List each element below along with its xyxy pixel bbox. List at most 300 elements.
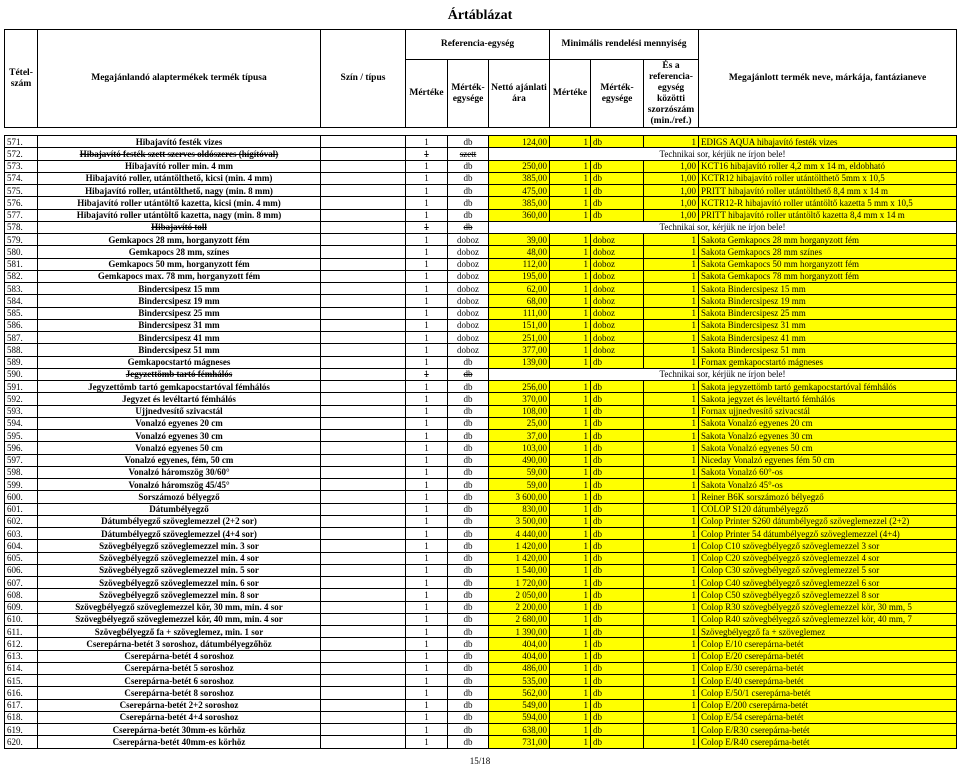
cell-min-qty: 1 — [550, 405, 591, 417]
cell-net-price: 103,00 — [489, 442, 550, 454]
cell-offered-product: Colop E/20 cserepárna-betét — [699, 650, 957, 662]
cell-unit-of: db — [448, 442, 489, 454]
cell-item-no: 572. — [5, 148, 38, 160]
cell-offered-product: COLOP S120 dátumbélyegző — [699, 503, 957, 515]
cell-unit-of: db — [448, 736, 489, 748]
cell-ratio: 1 — [644, 662, 699, 674]
table-row — [5, 136, 957, 148]
cell-unit: 1 — [406, 736, 448, 748]
cell-min-unit: db — [591, 515, 644, 527]
cell-product-name: Jegyzet és levéltartó fémhálós — [38, 393, 321, 405]
table-row — [5, 246, 957, 258]
cell-unit: 1 — [406, 638, 448, 650]
cell-offered-product: Sakota Bindercsipesz 41 mm — [699, 332, 957, 344]
cell-color-type — [321, 466, 406, 478]
cell-color-type — [321, 246, 406, 258]
cell-product-name: Szövegbélyegző szöveglemezzel min. 6 sor — [38, 577, 321, 589]
cell-offered-product: Reiner B6K sorszámozó bélyegző — [699, 491, 957, 503]
cell-min-qty: 1 — [550, 430, 591, 442]
cell-offered-product: Colop E/200 cserepárna-betét — [699, 699, 957, 711]
cell-net-price: 549,00 — [489, 699, 550, 711]
cell-min-unit: db — [591, 687, 644, 699]
cell-item-no: 579. — [5, 234, 38, 246]
cell-unit-of: doboz — [448, 270, 489, 282]
cell-product-name: Cserepárna-betét 4 soroshoz — [38, 650, 321, 662]
cell-color-type — [321, 662, 406, 674]
cell-ratio: 1 — [644, 442, 699, 454]
cell-ratio: 1 — [644, 638, 699, 650]
cell-net-price: 3 500,00 — [489, 515, 550, 527]
cell-product-name: Sorszámozó bélyegző — [38, 491, 321, 503]
cell-unit: 1 — [406, 319, 448, 331]
cell-ratio: 1 — [644, 699, 699, 711]
cell-unit: 1 — [406, 601, 448, 613]
cell-item-no: 594. — [5, 417, 38, 429]
cell-offered-product: Colop Printer S260 dátumbélyegző szöveglemezzel (2+2) — [699, 515, 957, 527]
cell-net-price: 251,00 — [489, 332, 550, 344]
cell-color-type — [321, 307, 406, 319]
table-row — [5, 650, 957, 662]
table-row — [5, 699, 957, 711]
cell-unit: 1 — [406, 209, 448, 221]
cell-color-type — [321, 270, 406, 282]
cell-offered-product: KCTR12-R hibajavító roller utántöltő kazetta 5 mm x 10,5 — [699, 197, 957, 209]
cell-min-qty: 1 — [550, 638, 591, 650]
table-row — [5, 283, 957, 295]
cell-ratio: 1 — [644, 479, 699, 491]
cell-unit: 1 — [406, 368, 448, 380]
cell-unit: 1 — [406, 197, 448, 209]
cell-min-unit: db — [591, 160, 644, 172]
cell-item-no: 581. — [5, 258, 38, 270]
cell-unit-of: db — [448, 209, 489, 221]
cell-ratio: 1 — [644, 736, 699, 748]
cell-net-price: 562,00 — [489, 687, 550, 699]
cell-item-no: 612. — [5, 638, 38, 650]
cell-unit-of: db — [448, 466, 489, 478]
cell-item-no: 571. — [5, 136, 38, 148]
cell-unit: 1 — [406, 491, 448, 503]
cell-min-unit: db — [591, 601, 644, 613]
cell-min-unit: doboz — [591, 344, 644, 356]
cell-unit-of: db — [448, 662, 489, 674]
cell-unit-of: db — [448, 724, 489, 736]
cell-product-name: Bindercsipesz 31 mm — [38, 319, 321, 331]
cell-unit-of: db — [448, 136, 489, 148]
cell-offered-product: PRITT hibajavító roller utántölthető 8,4 mm x 14 m — [699, 185, 957, 197]
cell-unit: 1 — [406, 564, 448, 576]
cell-net-price: 1 420,00 — [489, 540, 550, 552]
cell-min-unit: doboz — [591, 307, 644, 319]
cell-unit: 1 — [406, 454, 448, 466]
cell-offered-product: Colop C10 szövegbélyegző szöveglemezzel 3 sor — [699, 540, 957, 552]
cell-product-name: Szövegbélyegző szöveglemezzel min. 5 sor — [38, 564, 321, 576]
cell-net-price: 731,00 — [489, 736, 550, 748]
cell-offered-product: Colop E/R30 cserepárna-betét — [699, 724, 957, 736]
cell-min-unit: db — [591, 577, 644, 589]
cell-product-name: Cserepárna-betét 2+2 soroshoz — [38, 699, 321, 711]
cell-color-type — [321, 332, 406, 344]
cell-item-no: 614. — [5, 662, 38, 674]
cell-item-no: 608. — [5, 589, 38, 601]
table-row — [5, 172, 957, 184]
table-row — [5, 332, 957, 344]
table-row — [5, 368, 957, 380]
cell-min-unit: doboz — [591, 332, 644, 344]
header-net-price: Nettó ajánlati ára — [489, 60, 550, 128]
cell-item-no: 575. — [5, 185, 38, 197]
cell-ratio: 1,00 — [644, 197, 699, 209]
table-row — [5, 270, 957, 282]
cell-min-unit: db — [591, 650, 644, 662]
cell-unit: 1 — [406, 185, 448, 197]
cell-min-qty: 1 — [550, 160, 591, 172]
cell-min-unit: doboz — [591, 283, 644, 295]
cell-min-qty: 1 — [550, 736, 591, 748]
cell-unit-of: db — [448, 381, 489, 393]
cell-product-name: Cserepárna-betét 8 soroshoz — [38, 687, 321, 699]
cell-ratio: 1 — [644, 711, 699, 723]
cell-color-type — [321, 258, 406, 270]
table-row — [5, 148, 957, 160]
cell-ratio: 1 — [644, 393, 699, 405]
cell-min-qty: 1 — [550, 711, 591, 723]
cell-min-unit: db — [591, 724, 644, 736]
cell-min-qty: 1 — [550, 466, 591, 478]
cell-offered-product: Colop R30 szövegbélyegző szöveglemezzel kör, 30 mm, 5 — [699, 601, 957, 613]
cell-product-name: Szövegbélyegző szöveglemezzel min. 8 sor — [38, 589, 321, 601]
cell-min-unit: db — [591, 613, 644, 625]
cell-min-unit: doboz — [591, 258, 644, 270]
cell-min-unit: db — [591, 466, 644, 478]
cell-ratio: 1 — [644, 344, 699, 356]
cell-offered-product: Colop E/54 cserepárna-betét — [699, 711, 957, 723]
cell-offered-product: Sakota jegyzet és levéltartó fémhálós — [699, 393, 957, 405]
cell-product-name: Gemkapocs max. 78 mm, horganyzott fém — [38, 270, 321, 282]
cell-min-qty: 1 — [550, 601, 591, 613]
cell-item-no: 606. — [5, 564, 38, 576]
cell-product-name: Vonalzó egyenes 50 cm — [38, 442, 321, 454]
cell-min-qty: 1 — [550, 675, 591, 687]
cell-unit-of: db — [448, 430, 489, 442]
cell-color-type — [321, 393, 406, 405]
header-offered-product: Megajánlott termék neve, márkája, fantázianeve — [699, 30, 957, 128]
cell-item-no: 592. — [5, 393, 38, 405]
cell-min-qty: 1 — [550, 246, 591, 258]
cell-net-price: 594,00 — [489, 711, 550, 723]
cell-ratio: 1 — [644, 454, 699, 466]
table-row — [5, 613, 957, 625]
cell-net-price: 124,00 — [489, 136, 550, 148]
cell-unit-of: db — [448, 638, 489, 650]
cell-net-price: 151,00 — [489, 319, 550, 331]
cell-color-type — [321, 491, 406, 503]
cell-color-type — [321, 564, 406, 576]
cell-unit: 1 — [406, 430, 448, 442]
cell-unit-of: db — [448, 503, 489, 515]
cell-unit-of: doboz — [448, 295, 489, 307]
cell-color-type — [321, 368, 406, 380]
cell-item-no: 588. — [5, 344, 38, 356]
cell-item-no: 609. — [5, 601, 38, 613]
cell-product-name: Dátumbélyegző szöveglemezzel (2+2 sor) — [38, 515, 321, 527]
cell-min-qty: 1 — [550, 283, 591, 295]
cell-min-qty: 1 — [550, 136, 591, 148]
cell-min-unit: db — [591, 381, 644, 393]
cell-item-no: 610. — [5, 613, 38, 625]
table-row — [5, 417, 957, 429]
cell-product-name: Bindercsipesz 15 mm — [38, 283, 321, 295]
cell-min-qty: 1 — [550, 454, 591, 466]
cell-unit-of: db — [448, 577, 489, 589]
cell-product-name: Cserepárna-betét 3 soroshoz, dátumbélyegzőhöz — [38, 638, 321, 650]
cell-min-qty: 1 — [550, 393, 591, 405]
table-row — [5, 503, 957, 515]
cell-color-type — [321, 417, 406, 429]
cell-item-no: 602. — [5, 515, 38, 527]
cell-item-no: 583. — [5, 283, 38, 295]
table-row — [5, 626, 957, 638]
cell-color-type — [321, 160, 406, 172]
cell-min-unit: db — [591, 393, 644, 405]
cell-offered-product: Colop Printer 54 dátumbélyegző szöveglemezzel (4+4) — [699, 528, 957, 540]
cell-unit: 1 — [406, 589, 448, 601]
cell-unit: 1 — [406, 466, 448, 478]
cell-unit: 1 — [406, 270, 448, 282]
cell-offered-product: Sakota Vonalzó 45°-os — [699, 479, 957, 491]
cell-offered-product: Szövegbélyegző fa + szöveglemez — [699, 626, 957, 638]
cell-unit: 1 — [406, 613, 448, 625]
cell-item-no: 585. — [5, 307, 38, 319]
cell-unit-of: doboz — [448, 319, 489, 331]
cell-net-price: 370,00 — [489, 393, 550, 405]
table-row — [5, 540, 957, 552]
cell-min-qty: 1 — [550, 724, 591, 736]
cell-min-qty: 1 — [550, 515, 591, 527]
cell-net-price: 48,00 — [489, 246, 550, 258]
cell-product-name: Szövegbélyegző fa + szöveglemez, min. 1 sor — [38, 626, 321, 638]
cell-min-qty: 1 — [550, 662, 591, 674]
cell-unit-of: db — [448, 515, 489, 527]
cell-min-unit: doboz — [591, 246, 644, 258]
cell-unit-of: db — [448, 356, 489, 368]
cell-color-type — [321, 197, 406, 209]
cell-net-price: 2 200,00 — [489, 601, 550, 613]
cell-product-name: Hibajavító roller min. 4 mm — [38, 160, 321, 172]
cell-min-unit: db — [591, 528, 644, 540]
cell-ratio: 1 — [644, 246, 699, 258]
header-unit: Mértéke — [406, 60, 448, 128]
cell-ratio: 1 — [644, 613, 699, 625]
cell-product-name: Bindercsipesz 25 mm — [38, 307, 321, 319]
cell-offered-product: Sakota Bindercsipesz 19 mm — [699, 295, 957, 307]
cell-product-name: Hibajavító toll — [38, 221, 321, 233]
cell-ratio: 1 — [644, 650, 699, 662]
cell-min-unit: db — [591, 711, 644, 723]
cell-item-no: 617. — [5, 699, 38, 711]
cell-color-type — [321, 344, 406, 356]
table-row — [5, 577, 957, 589]
cell-item-no: 620. — [5, 736, 38, 748]
table-row — [5, 295, 957, 307]
cell-color-type — [321, 528, 406, 540]
cell-item-no: 598. — [5, 466, 38, 478]
cell-ratio: 1 — [644, 295, 699, 307]
cell-product-name: Cserepárna-betét 4+4 soroshoz — [38, 711, 321, 723]
table-row — [5, 430, 957, 442]
cell-min-qty: 1 — [550, 381, 591, 393]
cell-item-no: 595. — [5, 430, 38, 442]
table-row — [5, 344, 957, 356]
cell-offered-product: Niceday Vonalzó egyenes fém 50 cm — [699, 454, 957, 466]
cell-item-no: 576. — [5, 197, 38, 209]
cell-color-type — [321, 283, 406, 295]
cell-item-no: 619. — [5, 724, 38, 736]
cell-net-price: 250,00 — [489, 160, 550, 172]
cell-item-no: 603. — [5, 528, 38, 540]
table-row — [5, 442, 957, 454]
cell-product-name: Gemkapocstartó mágneses — [38, 356, 321, 368]
cell-color-type — [321, 454, 406, 466]
cell-unit: 1 — [406, 295, 448, 307]
cell-ratio: 1 — [644, 724, 699, 736]
cell-item-no: 577. — [5, 209, 38, 221]
cell-net-price: 1 720,00 — [489, 577, 550, 589]
cell-item-no: 589. — [5, 356, 38, 368]
cell-color-type — [321, 577, 406, 589]
table-row — [5, 479, 957, 491]
cell-item-no: 618. — [5, 711, 38, 723]
cell-offered-product: Colop C30 szövegbélyegző szöveglemezzel 5 sor — [699, 564, 957, 576]
cell-net-price: 195,00 — [489, 270, 550, 282]
cell-min-qty: 1 — [550, 344, 591, 356]
cell-min-unit: doboz — [591, 270, 644, 282]
cell-technical-note: Technikai sor, kérjük ne írjon bele! — [489, 148, 957, 160]
header-product-type: Megajánlandó alaptermékek termék típusa — [38, 30, 321, 128]
cell-min-qty: 1 — [550, 417, 591, 429]
cell-unit-of: db — [448, 405, 489, 417]
table-row — [5, 638, 957, 650]
cell-offered-product: Colop E/10 cserepárna-betét — [699, 638, 957, 650]
cell-unit-of: db — [448, 221, 489, 233]
cell-net-price: 68,00 — [489, 295, 550, 307]
cell-ratio: 1 — [644, 503, 699, 515]
cell-net-price: 37,00 — [489, 430, 550, 442]
cell-unit-of: db — [448, 552, 489, 564]
cell-color-type — [321, 711, 406, 723]
cell-color-type — [321, 613, 406, 625]
table-body — [5, 128, 957, 749]
cell-unit: 1 — [406, 503, 448, 515]
table-row — [5, 662, 957, 674]
cell-net-price: 1 390,00 — [489, 626, 550, 638]
cell-unit-of: db — [448, 417, 489, 429]
cell-min-unit: db — [591, 479, 644, 491]
cell-color-type — [321, 295, 406, 307]
cell-unit: 1 — [406, 258, 448, 270]
cell-product-name: Hibajavító festék vizes — [38, 136, 321, 148]
header-color-type: Szín / típus — [321, 30, 406, 128]
cell-unit-of: db — [448, 172, 489, 184]
cell-product-name: Bindercsipesz 19 mm — [38, 295, 321, 307]
cell-unit-of: db — [448, 540, 489, 552]
cell-color-type — [321, 356, 406, 368]
cell-color-type — [321, 221, 406, 233]
table-row — [5, 564, 957, 576]
header-reference-group: Referencia-egység — [406, 30, 550, 60]
cell-net-price: 4 440,00 — [489, 528, 550, 540]
cell-net-price: 25,00 — [489, 417, 550, 429]
cell-offered-product: Sakota Bindercsipesz 25 mm — [699, 307, 957, 319]
cell-net-price: 3 600,00 — [489, 491, 550, 503]
table-row — [5, 711, 957, 723]
cell-offered-product: Colop E/50/1 cserepárna-betét — [699, 687, 957, 699]
cell-unit-of: db — [448, 454, 489, 466]
cell-product-name: Gemkapocs 28 mm, horganyzott fém — [38, 234, 321, 246]
table-row — [5, 258, 957, 270]
cell-unit: 1 — [406, 552, 448, 564]
cell-min-qty: 1 — [550, 491, 591, 503]
table-row — [5, 393, 957, 405]
cell-min-unit: db — [591, 197, 644, 209]
cell-unit-of: doboz — [448, 332, 489, 344]
cell-min-unit: db — [591, 172, 644, 184]
cell-min-qty: 1 — [550, 540, 591, 552]
cell-unit-of: doboz — [448, 283, 489, 295]
table-row — [5, 675, 957, 687]
cell-ratio: 1 — [644, 258, 699, 270]
cell-color-type — [321, 209, 406, 221]
cell-product-name: Vonalzó egyenes 20 cm — [38, 417, 321, 429]
cell-unit-of: doboz — [448, 234, 489, 246]
cell-ratio: 1,00 — [644, 172, 699, 184]
cell-ratio: 1 — [644, 319, 699, 331]
cell-product-name: Hibajavító roller, utántölthető, kicsi (min. 4 mm) — [38, 172, 321, 184]
cell-offered-product: Sakota Bindercsipesz 31 mm — [699, 319, 957, 331]
cell-ratio: 1 — [644, 332, 699, 344]
cell-min-unit: db — [591, 430, 644, 442]
cell-ratio: 1 — [644, 589, 699, 601]
cell-item-no: 580. — [5, 246, 38, 258]
cell-min-qty: 1 — [550, 626, 591, 638]
cell-color-type — [321, 675, 406, 687]
cell-offered-product: Sakota jegyzettömb tartó gemkapocstartóval fémhálós — [699, 381, 957, 393]
cell-product-name: Cserepárna-betét 40mm-es körhöz — [38, 736, 321, 748]
cell-min-unit: db — [591, 185, 644, 197]
cell-product-name: Vonalzó egyenes 30 cm — [38, 430, 321, 442]
cell-min-unit: db — [591, 736, 644, 748]
cell-color-type — [321, 736, 406, 748]
cell-min-unit: db — [591, 209, 644, 221]
cell-min-unit: db — [591, 626, 644, 638]
cell-unit: 1 — [406, 515, 448, 527]
cell-product-name: Cserepárna-betét 6 soroshoz — [38, 675, 321, 687]
cell-unit: 1 — [406, 160, 448, 172]
cell-product-name: Jegyzettömb tartó fémhálós — [38, 368, 321, 380]
cell-min-unit: db — [591, 699, 644, 711]
cell-color-type — [321, 601, 406, 613]
cell-unit-of: doboz — [448, 344, 489, 356]
cell-product-name: Gemkapocs 50 mm, horganyzott fém — [38, 258, 321, 270]
cell-unit: 1 — [406, 650, 448, 662]
cell-net-price: 377,00 — [489, 344, 550, 356]
cell-unit-of: db — [448, 650, 489, 662]
cell-unit: 1 — [406, 172, 448, 184]
table-row — [5, 197, 957, 209]
table-row — [5, 466, 957, 478]
cell-color-type — [321, 185, 406, 197]
cell-min-qty: 1 — [550, 258, 591, 270]
